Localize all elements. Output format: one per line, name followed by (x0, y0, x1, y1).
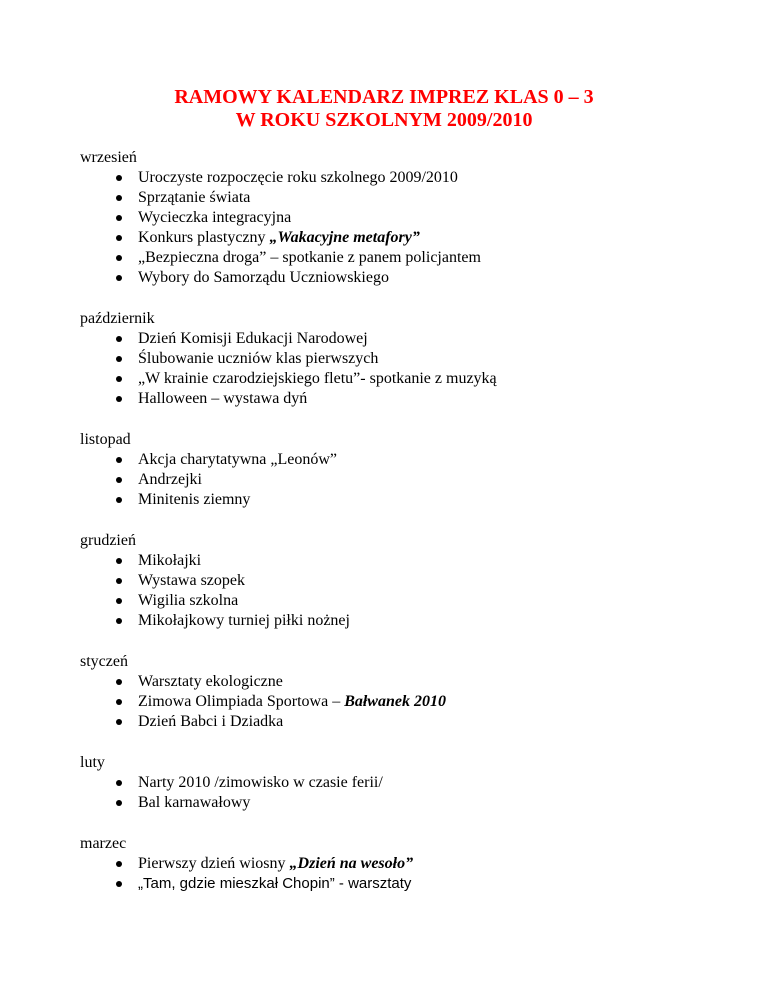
event-emphasis: „Dzień na wesoło” (289, 855, 414, 872)
event-text: Akcja charytatywna „Leonów” (138, 451, 338, 468)
list-item (80, 591, 720, 611)
bullet-icon (116, 679, 122, 685)
month-section (80, 309, 720, 409)
event-text: Narty 2010 /zimowisko w czasie ferii/ (138, 774, 383, 791)
event-text: Sprzątanie świata (138, 189, 251, 206)
event-list (80, 773, 720, 813)
event-text: Mikołajkowy turniej piłki nożnej (138, 612, 350, 629)
month-name: listopad (80, 431, 131, 448)
list-item (80, 188, 720, 208)
month-name: styczeń (80, 653, 128, 670)
list-item (80, 389, 720, 409)
event-text: Konkurs plastyczny (138, 229, 270, 246)
bullet-icon (116, 396, 122, 402)
bullet-icon (116, 275, 122, 281)
list-item (80, 168, 720, 188)
event-list (80, 168, 720, 288)
event-list (80, 329, 720, 409)
event-text: Wigilia szkolna (138, 592, 239, 609)
list-item (80, 450, 720, 470)
bullet-icon (116, 699, 122, 705)
bullet-icon (116, 235, 122, 241)
event-text: Bal karnawałowy (138, 794, 251, 811)
bullet-icon (116, 800, 122, 806)
event-text: Mikołajki (138, 552, 202, 569)
bullet-icon (116, 195, 122, 201)
bullet-icon (116, 861, 122, 867)
bullet-icon (116, 881, 122, 887)
bullet-icon (116, 215, 122, 221)
event-text: Andrzejki (138, 471, 202, 488)
bullet-icon (116, 376, 122, 382)
month-section (80, 834, 720, 894)
month-section (80, 148, 720, 288)
month-name: marzec (80, 835, 127, 852)
event-text: Uroczyste rozpoczęcie roku szkolnego 2009/2010 (138, 169, 458, 186)
event-text: „Tam, gdzie mieszkał Chopin” - warsztaty (138, 875, 412, 892)
event-text: Wycieczka integracyjna (138, 209, 292, 226)
event-emphasis: „Wakacyjne metafory” (269, 229, 420, 246)
list-item (80, 854, 720, 874)
event-text: Zimowa Olimpiada Sportowa – (138, 693, 345, 710)
list-item (80, 248, 720, 268)
title-line-2: W ROKU SZKOLNYM 2009/2010 (235, 109, 533, 131)
bullet-icon (116, 356, 122, 362)
calendar-content (80, 148, 720, 915)
list-item (80, 268, 720, 288)
list-item (80, 712, 720, 732)
list-item (80, 329, 720, 349)
list-item (80, 470, 720, 490)
event-list (80, 672, 720, 732)
list-item (80, 551, 720, 571)
list-item (80, 692, 720, 712)
list-item (80, 672, 720, 692)
list-item (80, 369, 720, 389)
bullet-icon (116, 336, 122, 342)
bullet-icon (116, 477, 122, 483)
event-text: Wystawa szopek (138, 572, 245, 589)
list-item (80, 349, 720, 369)
bullet-icon (116, 578, 122, 584)
month-section (80, 652, 720, 732)
list-item (80, 773, 720, 793)
event-text: Pierwszy dzień wiosny (138, 855, 290, 872)
event-text: Wybory do Samorządu Uczniowskiego (138, 269, 389, 286)
month-section (80, 753, 720, 813)
event-emphasis: Bałwanek 2010 (344, 693, 446, 710)
list-item (80, 793, 720, 813)
bullet-icon (116, 618, 122, 624)
month-name: grudzień (80, 532, 136, 549)
event-list (80, 854, 720, 894)
list-item (80, 490, 720, 510)
event-text: Ślubowanie uczniów klas pierwszych (138, 350, 379, 367)
month-section (80, 430, 720, 510)
bullet-icon (116, 497, 122, 503)
bullet-icon (116, 719, 122, 725)
list-item (80, 208, 720, 228)
event-text: Warsztaty ekologiczne (138, 673, 283, 690)
event-text: Dzień Komisji Edukacji Narodowej (138, 330, 368, 347)
list-item (80, 571, 720, 591)
event-text: Dzień Babci i Dziadka (138, 713, 284, 730)
event-text: „W krainie czarodziejskiego fletu”- spotkanie z muzyką (138, 370, 497, 387)
event-text: Halloween – wystawa dyń (138, 390, 308, 407)
month-section (80, 531, 720, 631)
bullet-icon (116, 175, 122, 181)
event-list (80, 450, 720, 510)
bullet-icon (116, 255, 122, 261)
event-text: „Bezpieczna droga” – spotkanie z panem policjantem (138, 249, 481, 266)
bullet-icon (116, 780, 122, 786)
list-item (80, 228, 720, 248)
month-name: październik (80, 310, 155, 327)
bullet-icon (116, 598, 122, 604)
month-name: luty (80, 754, 105, 771)
bullet-icon (116, 558, 122, 564)
event-text: Minitenis ziemny (138, 491, 251, 508)
list-item (80, 611, 720, 631)
list-item (80, 874, 720, 894)
bullet-icon (116, 457, 122, 463)
month-name: wrzesień (80, 149, 137, 166)
event-list (80, 551, 720, 631)
title-line-1: RAMOWY KALENDARZ IMPREZ KLAS 0 – 3 (174, 86, 594, 108)
